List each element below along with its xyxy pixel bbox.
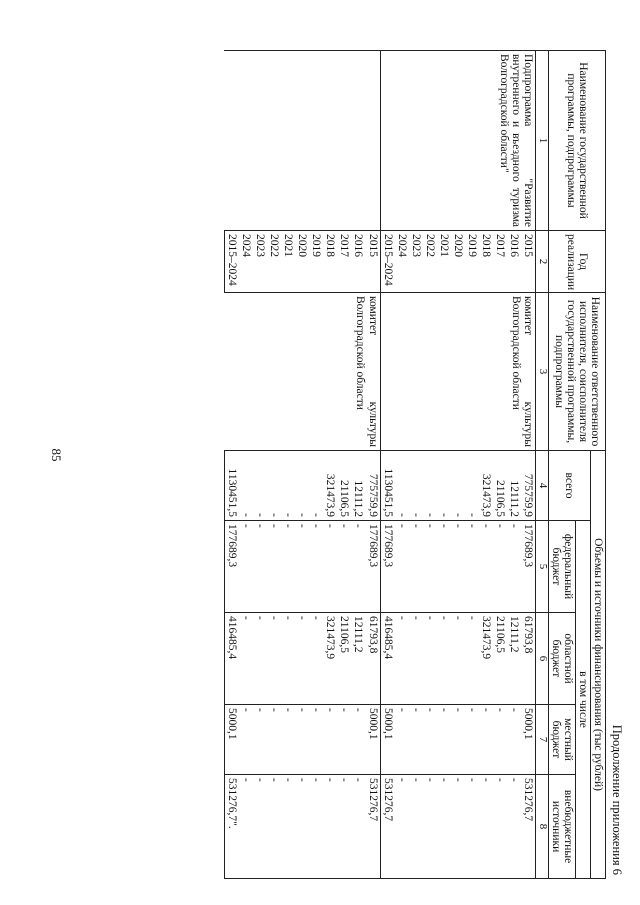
extra-cell: 531276,7". (224, 775, 239, 879)
year-cell: 2019 (309, 231, 323, 293)
regional-cell: 12111,2 (351, 613, 365, 705)
total-cell: 775759,9 (365, 451, 380, 521)
table-row (521, 51, 536, 879)
local-cell: 5000,1 (521, 705, 536, 775)
year-cell: 2015–2024 (224, 231, 239, 293)
extra-cell: - (479, 775, 493, 879)
header-year: Год реализации (548, 231, 605, 293)
year-cell: 2021 (281, 231, 295, 293)
local-cell: - (479, 705, 493, 775)
total-cell: - (423, 451, 437, 521)
federal-cell: 177689,3 (521, 521, 536, 613)
regional-cell: - (465, 613, 479, 705)
extra-cell: - (437, 775, 451, 879)
extra-cell: - (281, 775, 295, 879)
regional-cell: - (295, 613, 309, 705)
regional-cell: - (239, 613, 253, 705)
extra-cell: - (409, 775, 423, 879)
total-cell: 1130451,5 (224, 451, 239, 521)
local-cell: - (253, 705, 267, 775)
total-cell: - (281, 451, 295, 521)
regional-cell: - (409, 613, 423, 705)
total-cell: 321473,9 (479, 451, 493, 521)
total-cell: 12111,2 (507, 451, 521, 521)
federal-cell: - (409, 521, 423, 613)
regional-cell: 321473,9 (479, 613, 493, 705)
program-name-cell (224, 51, 380, 231)
extra-cell: - (239, 775, 253, 879)
federal-cell: - (507, 521, 521, 613)
federal-cell: - (267, 521, 281, 613)
year-cell: 2017 (493, 231, 507, 293)
local-cell: 5000,1 (224, 705, 239, 775)
federal-cell: - (295, 521, 309, 613)
extra-cell: - (309, 775, 323, 879)
local-cell: - (493, 705, 507, 775)
header-executor: Наименование ответственного исполнителя, соисполнителя государственной программы, подпрограммы (548, 293, 605, 451)
local-cell: - (451, 705, 465, 775)
header-program-name: Наименование государственной программы, подпрограммы (548, 51, 605, 231)
regional-cell: 61793,8 (365, 613, 380, 705)
federal-cell: - (479, 521, 493, 613)
column-number: 4 (536, 451, 549, 521)
local-cell: - (309, 705, 323, 775)
regional-cell: 61793,8 (521, 613, 536, 705)
local-cell: - (423, 705, 437, 775)
regional-cell: 12111,2 (507, 613, 521, 705)
local-cell: - (295, 705, 309, 775)
year-cell: 2024 (395, 231, 409, 293)
extra-cell: 531276,7 (365, 775, 380, 879)
column-numbers-row (536, 51, 549, 879)
local-cell: - (239, 705, 253, 775)
extra-cell: - (465, 775, 479, 879)
total-cell: 21106,5 (493, 451, 507, 521)
federal-cell: - (451, 521, 465, 613)
total-cell: - (239, 451, 253, 521)
year-cell: 2021 (437, 231, 451, 293)
program-name-cell: Подпрограмма "Развитие внутреннего и въездного туризма Волгоградской области" (380, 51, 536, 231)
total-cell: - (309, 451, 323, 521)
local-cell: - (351, 705, 365, 775)
header-extra: внебюджетные источники (548, 775, 575, 879)
federal-cell: - (309, 521, 323, 613)
regional-cell: - (451, 613, 465, 705)
year-cell: 2016 (351, 231, 365, 293)
year-cell: 2023 (253, 231, 267, 293)
table-header (536, 51, 606, 879)
column-number: 6 (536, 613, 549, 705)
year-cell: 2022 (267, 231, 281, 293)
column-number: 5 (536, 521, 549, 613)
federal-cell: - (395, 521, 409, 613)
extra-cell: - (395, 775, 409, 879)
local-cell: - (395, 705, 409, 775)
year-cell: 2023 (409, 231, 423, 293)
federal-cell: 177689,3 (365, 521, 380, 613)
federal-cell: - (281, 521, 295, 613)
executor-cell: комитет культуры Волгоградской области (380, 293, 536, 451)
local-cell: - (337, 705, 351, 775)
local-cell: - (409, 705, 423, 775)
federal-cell: - (493, 521, 507, 613)
column-number: 7 (536, 705, 549, 775)
column-number: 3 (536, 293, 549, 451)
column-number: 8 (536, 775, 549, 879)
federal-cell: - (323, 521, 337, 613)
total-cell: 1130451,5 (380, 451, 395, 521)
regional-cell: - (395, 613, 409, 705)
regional-cell: 21106,5 (337, 613, 351, 705)
extra-cell: 531276,7 (380, 775, 395, 879)
local-cell: 5000,1 (380, 705, 395, 775)
year-cell: 2016 (507, 231, 521, 293)
total-cell: - (465, 451, 479, 521)
federal-cell: - (423, 521, 437, 613)
header-funding-group: Объемы и источники финансирования (тыс рублей) (590, 451, 605, 879)
total-cell: - (409, 451, 423, 521)
executor-cell: комитет культуры Волгоградской области (224, 293, 380, 451)
total-cell: 21106,5 (337, 451, 351, 521)
federal-cell: - (239, 521, 253, 613)
year-cell: 2020 (451, 231, 465, 293)
total-cell: 321473,9 (323, 451, 337, 521)
total-cell: 12111,2 (351, 451, 365, 521)
federal-cell: 177689,3 (380, 521, 395, 613)
budget-table (224, 50, 606, 879)
regional-cell: - (281, 613, 295, 705)
appendix-title: Продолжение приложения 6 (610, 724, 624, 875)
local-cell: - (465, 705, 479, 775)
regional-cell: - (267, 613, 281, 705)
year-cell: 2015 (521, 231, 536, 293)
regional-cell: - (437, 613, 451, 705)
extra-cell: - (351, 775, 365, 879)
federal-cell: 177689,3 (224, 521, 239, 613)
local-cell: - (267, 705, 281, 775)
header-local: местный бюджет (548, 705, 575, 775)
year-cell: 2015–2024 (380, 231, 395, 293)
table-body (224, 51, 535, 879)
total-cell: - (295, 451, 309, 521)
extra-cell: - (423, 775, 437, 879)
regional-cell: 416485,4 (380, 613, 395, 705)
year-cell: 2019 (465, 231, 479, 293)
year-cell: 2017 (337, 231, 351, 293)
header-total: всего (548, 451, 590, 521)
extra-cell: - (451, 775, 465, 879)
federal-cell: - (465, 521, 479, 613)
header-federal: федеральный бюджет (548, 521, 575, 613)
total-cell: - (451, 451, 465, 521)
total-cell: 775759,9 (521, 451, 536, 521)
regional-cell: - (253, 613, 267, 705)
local-cell: 5000,1 (365, 705, 380, 775)
year-cell: 2024 (239, 231, 253, 293)
regional-cell: 321473,9 (323, 613, 337, 705)
total-cell: - (395, 451, 409, 521)
total-cell: - (253, 451, 267, 521)
extra-cell: - (267, 775, 281, 879)
table-row (365, 51, 380, 879)
column-number: 1 (536, 51, 549, 231)
year-cell: 2020 (295, 231, 309, 293)
column-number: 2 (536, 231, 549, 293)
extra-cell: - (493, 775, 507, 879)
regional-cell: 21106,5 (493, 613, 507, 705)
header-regional: областной бюджет (548, 613, 575, 705)
total-cell: - (267, 451, 281, 521)
federal-cell: - (351, 521, 365, 613)
extra-cell: - (295, 775, 309, 879)
extra-cell: - (337, 775, 351, 879)
federal-cell: - (437, 521, 451, 613)
extra-cell: - (507, 775, 521, 879)
local-cell: - (281, 705, 295, 775)
year-cell: 2015 (365, 231, 380, 293)
extra-cell: 531276,7 (521, 775, 536, 879)
regional-cell: - (423, 613, 437, 705)
extra-cell: - (323, 775, 337, 879)
local-cell: - (437, 705, 451, 775)
header-including: в том числе (575, 521, 590, 879)
year-cell: 2018 (479, 231, 493, 293)
page-number: 85 (49, 448, 64, 462)
local-cell: - (507, 705, 521, 775)
total-cell: - (437, 451, 451, 521)
federal-cell: - (253, 521, 267, 613)
regional-cell: - (309, 613, 323, 705)
extra-cell: - (253, 775, 267, 879)
federal-cell: - (337, 521, 351, 613)
regional-cell: 416485,4 (224, 613, 239, 705)
local-cell: - (323, 705, 337, 775)
year-cell: 2022 (423, 231, 437, 293)
year-cell: 2018 (323, 231, 337, 293)
